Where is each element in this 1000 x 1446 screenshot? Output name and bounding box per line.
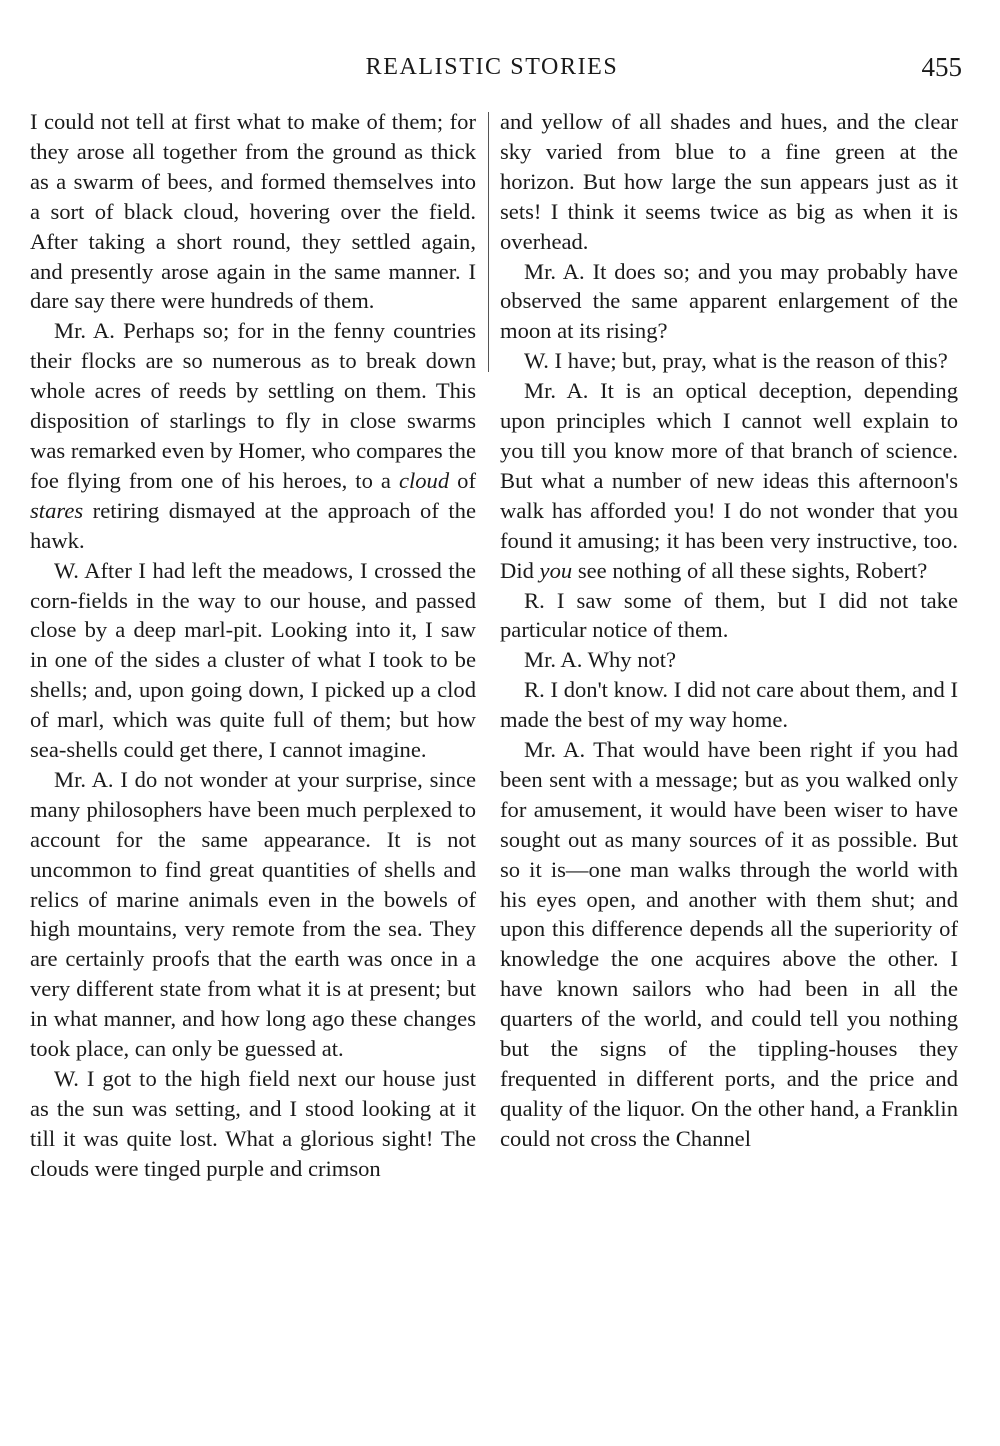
- paragraph-text: W. I got to the high field next our house just as the sun was setting, and I stood looking at it till it was quite lost. What a glorious sight! The clouds were tinged purple and crimson: [30, 1066, 476, 1181]
- paragraph-text: W. After I had left the meadows, I crossed the corn-fields in the way to our house, and passed close by a deep marl-pit. Looking into it, I saw in one of the sides a cluster of what I took to be shells; and, upon going down, I picked up a clod of marl, which was quite full of them; but how sea-shells could get there, I cannot imagine.: [30, 557, 476, 763]
- paragraph-text: retiring dismayed at the approach of the hawk.: [30, 497, 476, 553]
- paragraph: [500, 645, 958, 675]
- running-title: REALISTIC STORIES: [365, 54, 619, 80]
- right-text-column: [500, 107, 958, 1154]
- paragraph-text: Mr. A. I do not wonder at your surprise, since many philosophers have been much perplexed to account for the same appearance. It is not uncommon to find great quantities of shells and relics of marine animals even in the bowels of high mountains, very remote from the sea. They are certainly proofs that the earth was once in a very different state from what it is at present; but in what manner, and how long ago these changes took place, can only be guessed at.: [30, 766, 476, 1062]
- paragraph: [30, 316, 476, 555]
- paragraph-text: Mr. A. That would have been right if you had been sent with a message; but as you walked only for amusement, it would have been wiser to have sought out as many sources of it as possible. But so it is—one man walks through the world with his eyes open, and another with them shut; and upon this difference depends all the superiority of knowledge the one acquires above the other. I have known sailors who had been in all the quarters of the world, and could tell you nothing but the signs of the tippling-houses they frequented in different ports, and the price and quality of the liquor. On the other hand, a Franklin could not cross the Channel: [500, 737, 958, 1151]
- paragraph-text: Mr. A. It does so; and you may probably have observed the same apparent enlargement of the moon at its rising?: [500, 258, 958, 344]
- page-number: 455: [921, 52, 962, 82]
- paragraph-text: of: [449, 467, 476, 493]
- paragraph: [500, 376, 958, 585]
- paragraph: [500, 586, 958, 646]
- column-divider-rule: [488, 112, 489, 372]
- italic-text: stares: [30, 497, 84, 523]
- paragraph-text: I could not tell at first what to make of them; for they arose all together from the ground as thick as a swarm of bees, and formed themselves into a sort of black cloud, hovering over the field. After taking a short round, they settled again, and presently arose again in the same manner. I dare say there were hundreds of them.: [30, 109, 476, 314]
- paragraph-text: Mr. A. It is an optical deception, depending upon principles which I cannot well explain to you till you know more of that branch of science. But what a number of new ideas this afternoon's walk has afforded you! I do not wonder that you found it amusing; it has been very instructive, too. Did: [500, 378, 958, 583]
- paragraph: [30, 556, 476, 765]
- paragraph-text: R. I don't know. I did not care about them, and I made the best of my way home.: [500, 677, 958, 733]
- italic-text: cloud: [398, 467, 450, 493]
- paragraph-text: Mr. A. Perhaps so; for in the fenny countries their flocks are so numerous as to break down whole acres of reeds by settling on them. This disposition of starlings to fly in close swarms was remarked even by Homer, who compares the foe flying from one of his heroes, to a: [30, 318, 476, 493]
- paragraph: [500, 735, 958, 1154]
- italic-text: you: [539, 557, 573, 583]
- paragraph: [30, 107, 476, 316]
- paragraph: [30, 1064, 476, 1184]
- paragraph: [500, 675, 958, 735]
- paragraph-text: and yellow of all shades and hues, and the clear sky varied from blue to a fine green at the horizon. But how large the sun appears just as it sets! I think it seems twice as big as when it is overhead.: [500, 109, 958, 254]
- paragraph-text: Mr. A. Why not?: [524, 647, 677, 673]
- paragraph-text: R. I saw some of them, but I did not take particular notice of them.: [500, 587, 958, 643]
- paragraph-text: W. I have; but, pray, what is the reason of this?: [524, 348, 948, 374]
- left-text-column: [30, 107, 476, 1184]
- paragraph-text: see nothing of all these sights, Robert?: [572, 557, 928, 583]
- paragraph: [500, 257, 958, 347]
- paragraph: [500, 107, 958, 257]
- paragraph: [30, 765, 476, 1064]
- running-head: [0, 50, 1000, 90]
- paragraph: [500, 346, 958, 376]
